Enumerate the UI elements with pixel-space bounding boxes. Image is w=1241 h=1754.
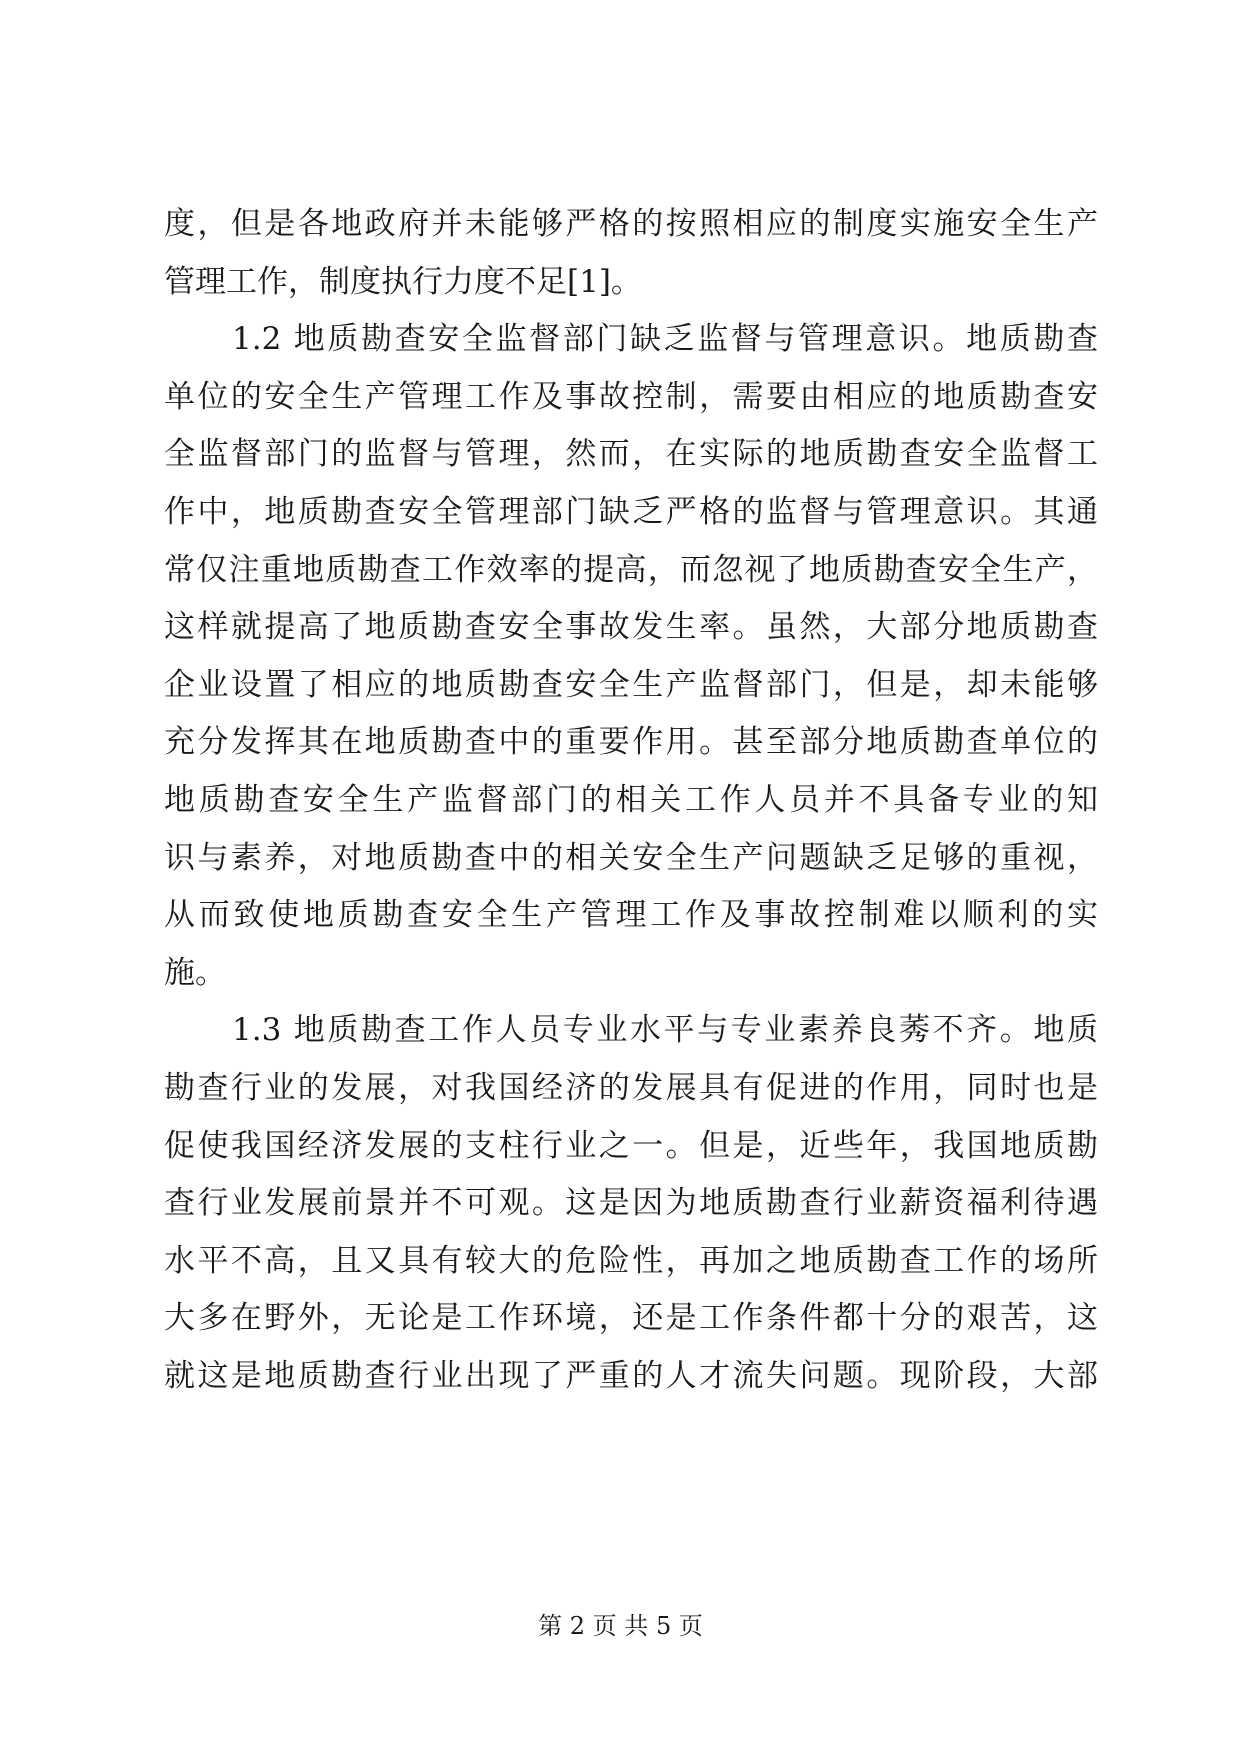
text-line: 查行业发展前景并不可观。这是因为地质勘查行业薪资福利待遇 bbox=[164, 1185, 1098, 1222]
text-line: 勘查行业的发展，对我国经济的发展具有促进的作用，同时也是 bbox=[164, 1069, 1098, 1106]
text-line: 管理工作，制度执行力度不足[1]。 bbox=[164, 263, 642, 300]
text-line: 充分发挥其在地质勘查中的重要作用。甚至部分地质勘查单位的 bbox=[164, 724, 1098, 761]
page-number-label: 第 2 页 共 5 页 bbox=[538, 1612, 703, 1640]
body-text bbox=[164, 196, 1098, 1405]
text-line: 这样就提高了地质勘查安全事故发生率。虽然，大部分地质勘查 bbox=[164, 609, 1098, 646]
text-line: 就这是地质勘查行业出现了严重的人才流失问题。现阶段，大部 bbox=[164, 1357, 1098, 1394]
page-footer bbox=[0, 1611, 1241, 1641]
text-line: 全监督部门的监督与管理，然而，在实际的地质勘查安全监督工 bbox=[164, 436, 1098, 473]
paragraph bbox=[164, 311, 1098, 1002]
text-line: 度，但是各地政府并未能够严格的按照相应的制度实施安全生产 bbox=[164, 206, 1098, 242]
text-line: 单位的安全生产管理工作及事故控制，需要由相应的地质勘查安 bbox=[164, 378, 1098, 415]
paragraph bbox=[164, 1002, 1098, 1405]
paragraph bbox=[164, 196, 1098, 311]
text-line: 作中，地质勘查安全管理部门缺乏严格的监督与管理意识。其通 bbox=[164, 493, 1098, 530]
text-line: 常仅注重地质勘查工作效率的提高，而忽视了地质勘查安全生产， bbox=[164, 551, 1098, 588]
text-line: 大多在野外，无论是工作环境，还是工作条件都十分的艰苦，这 bbox=[164, 1300, 1098, 1337]
text-line: 地质勘查安全生产监督部门的相关工作人员并不具备专业的知 bbox=[164, 781, 1098, 818]
text-line: 1.2 地质勘查安全监督部门缺乏监督与管理意识。地质勘查 bbox=[232, 321, 1098, 358]
text-line: 识与素养，对地质勘查中的相关安全生产问题缺乏足够的重视， bbox=[164, 839, 1098, 876]
text-line: 水平不高，且又具有较大的危险性，再加之地质勘查工作的场所 bbox=[164, 1242, 1098, 1279]
text-line: 1.3 地质勘查工作人员专业水平与专业素养良莠不齐。地质 bbox=[232, 1012, 1098, 1049]
text-line: 从而致使地质勘查安全生产管理工作及事故控制难以顺利的实 bbox=[164, 897, 1098, 934]
text-line: 施。 bbox=[164, 954, 226, 991]
text-line: 促使我国经济发展的支柱行业之一。但是，近些年，我国地质勘 bbox=[164, 1127, 1098, 1164]
text-line: 企业设置了相应的地质勘查安全生产监督部门，但是，却未能够 bbox=[164, 666, 1098, 703]
